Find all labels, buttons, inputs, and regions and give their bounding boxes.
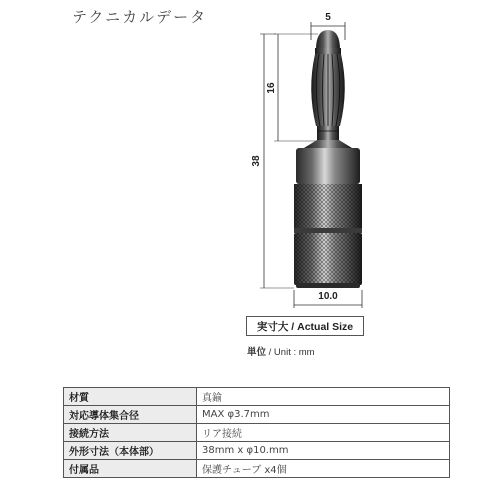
- banana-plug-illustration: [294, 30, 362, 288]
- table-row: [64, 460, 450, 478]
- spec-value: 保護チューブ x4個: [197, 460, 450, 478]
- page-title: テクニカルデータ: [72, 8, 208, 26]
- actual-size-label: 実寸大 / Actual Size: [246, 316, 364, 336]
- table-row: [64, 406, 450, 424]
- spec-table: [63, 387, 450, 478]
- spec-value: MAX φ3.7mm: [197, 406, 450, 424]
- spec-label: 外形寸法（本体部）: [64, 442, 197, 460]
- dimension-label-width-top: 5: [325, 12, 331, 23]
- table-row: [64, 442, 450, 460]
- dimension-label-diameter: 10.0: [318, 291, 338, 302]
- spec-label: 付属品: [64, 460, 197, 478]
- table-row: [64, 424, 450, 442]
- spec-value: 真鍮: [197, 388, 450, 406]
- dimension-diameter: [294, 290, 362, 308]
- spec-label: 対応導体集合径: [64, 406, 197, 424]
- spec-label: 接続方法: [64, 424, 197, 442]
- spec-label: 材質: [64, 388, 197, 406]
- dimension-label-tip-length: 16: [266, 82, 277, 94]
- table-row: [64, 388, 450, 406]
- dimension-total-length: [251, 34, 294, 288]
- dimension-tip-length: [266, 34, 318, 141]
- unit-value: / Unit : mm: [266, 347, 315, 358]
- dimension-label-total-length: 38: [251, 155, 262, 167]
- spec-value: 38mm x φ10.mm: [197, 442, 450, 460]
- unit-prefix: 単位: [247, 347, 267, 358]
- spec-value: リア接続: [197, 424, 450, 442]
- unit-label: [247, 344, 315, 358]
